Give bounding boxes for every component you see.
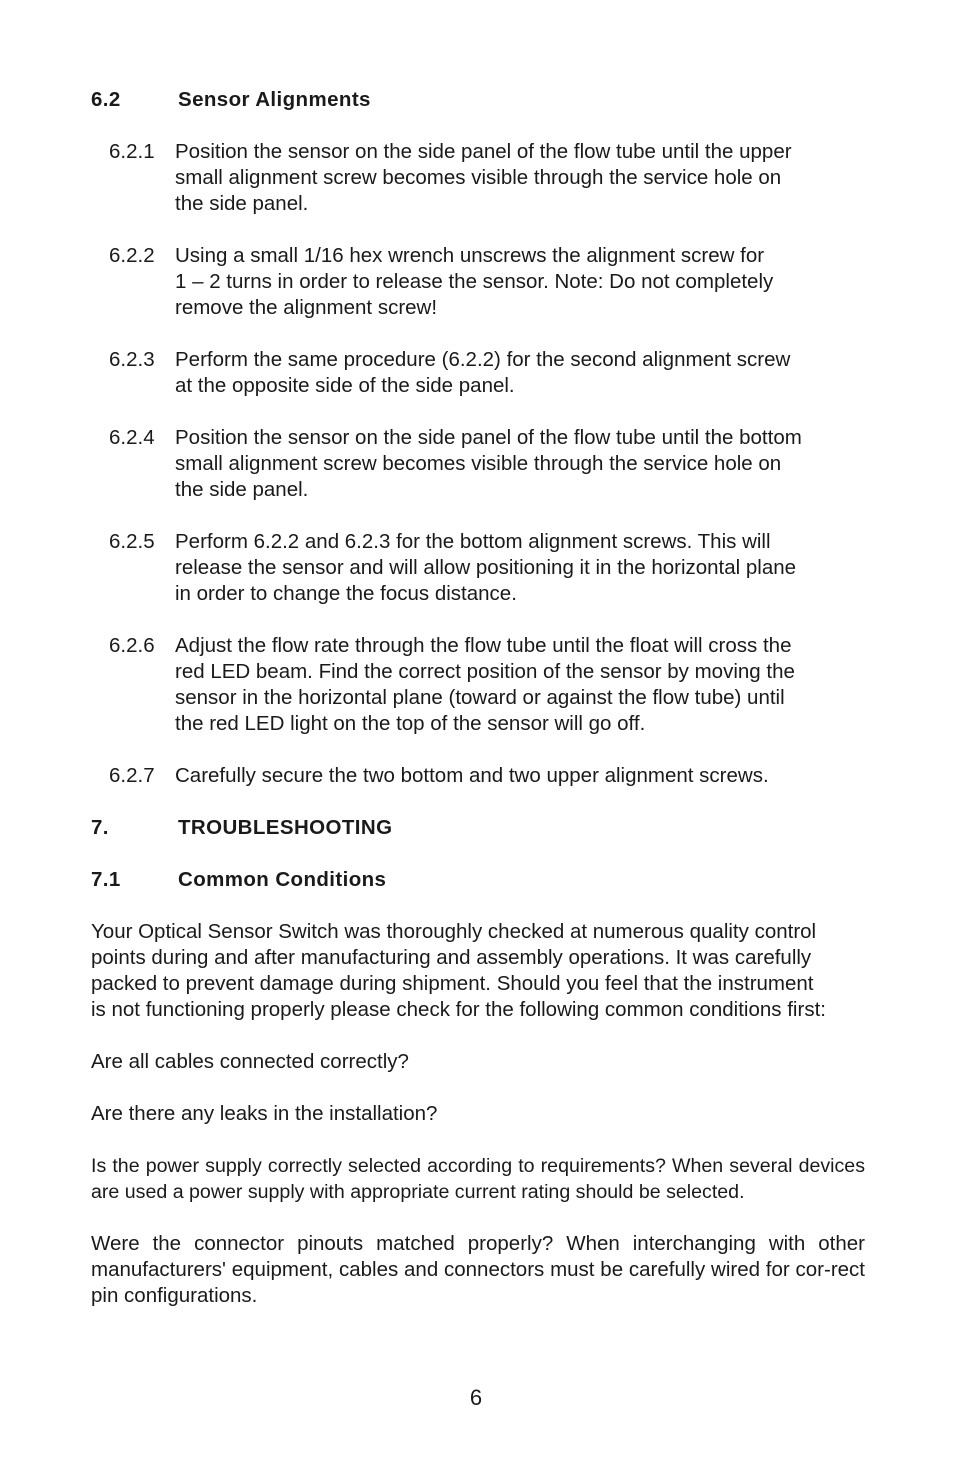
step-6-2-1 [109,139,869,217]
step-text: Position the sensor on the side panel of the flow tube until the bottom small alignment screw becomes visible through the service hole on the side panel. [175,426,802,501]
section-title: TROUBLESHOOTING [178,816,393,839]
step-number: 6.2.4 [109,426,155,449]
section-number: 6.2 [91,88,121,111]
step-text: Carefully secure the two bottom and two upper alignment screws. [175,764,769,787]
section-title: Common Conditions [178,868,387,891]
step-text: Position the sensor on the side panel of the flow tube until the upper small alignment screw becomes visible through the service hole on the side panel. [175,140,792,215]
section-7-heading [91,815,392,841]
step-number: 6.2.7 [109,764,155,787]
step-number: 6.2.2 [109,244,155,267]
section-number: 7. [91,816,109,839]
step-6-2-5 [109,529,869,607]
step-text: Adjust the flow rate through the flow tube until the float will cross the red LED beam. Find the correct position of the sensor by moving the sensor in the horizontal plane (toward or against the flow tube) until the red LED light on the top of the sensor will go off. [175,634,795,735]
step-number: 6.2.1 [109,140,155,163]
step-6-2-2 [109,243,869,321]
section-number: 7.1 [91,868,121,891]
step-text: Using a small 1/16 hex wrench unscrews the alignment screw for 1 – 2 turns in order to release the sensor. Note: Do not completely remove the alignment screw! [175,244,774,319]
step-6-2-3 [109,347,869,399]
step-6-2-7 [109,763,869,789]
section-title: Sensor Alignments [178,88,371,111]
step-text: Perform 6.2.2 and 6.2.3 for the bottom alignment screws. This will release the sensor and will allow positioning it in the horizontal plane in order to change the focus distance. [175,530,797,605]
intro-paragraph: Your Optical Sensor Switch was thoroughly checked at numerous quality control points during and after manufacturing and assembly operations. It was carefully packed to prevent damage during shipment. Should you feel that the instrument is not functioning properly please check for the following common conditions first: [91,920,826,1021]
section-6-2-heading [91,87,371,113]
step-6-2-6 [109,633,869,737]
step-number: 6.2.3 [109,348,155,371]
condition-connector-pinouts: Were the connector pinouts matched properly? When interchanging with other manufacturers' equipment, cables and connectors must be carefully wired for cor-rect pin configurations. [91,1232,865,1307]
step-number: 6.2.5 [109,530,155,553]
step-text: Perform the same procedure (6.2.2) for the second alignment screw at the opposite side of the side panel. [175,348,791,397]
page-number: 6 [469,1385,483,1410]
section-7-1-heading [91,867,386,893]
step-number: 6.2.6 [109,634,155,657]
condition-cables: Are all cables connected correctly? [91,1050,409,1073]
step-6-2-4 [109,425,869,503]
condition-leaks: Are there any leaks in the installation? [91,1102,438,1125]
condition-power-supply: Is the power supply correctly selected according to requirements? When several devices are used a power supply with appropriate current rating should be selected. [91,1155,865,1203]
